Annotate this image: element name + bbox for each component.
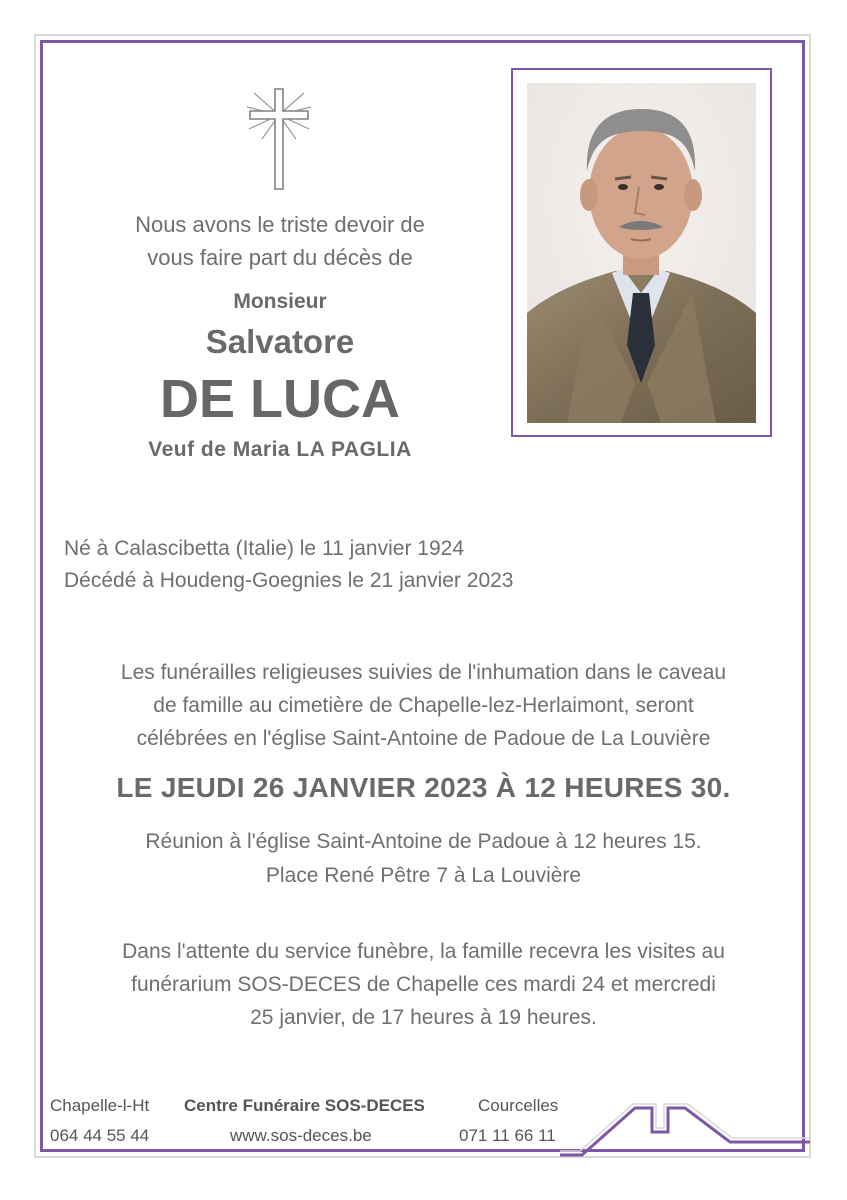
deceased-spouse: Veuf de Maria LA PAGLIA — [148, 438, 412, 461]
visits-line-3: 25 janvier, de 17 heures à 19 heures. — [250, 1006, 597, 1029]
intro-line-2: vous faire part du décès de — [147, 245, 413, 270]
deceased-title: Monsieur — [233, 290, 327, 313]
footer-right-phone: 071 11 66 11 — [459, 1126, 556, 1145]
deceased-last-name: DE LUCA — [160, 369, 400, 429]
intro-line-1: Nous avons le triste devoir de — [135, 212, 425, 237]
meeting-line-2: Place René Pêtre 7 à La Louvière — [265, 864, 582, 887]
visits-info — [50, 935, 797, 1034]
meeting-info — [50, 825, 797, 893]
footer-right-city: Courcelles — [478, 1096, 559, 1115]
portrait-photo — [527, 83, 756, 423]
death-line: Décédé à Houdeng-Goegnies le 21 janvier 2023 — [64, 569, 514, 592]
footer-decoration-icon — [560, 1100, 810, 1160]
ceremony-date: LE JEUDI 26 JANVIER 2023 À 12 HEURES 30. — [116, 772, 731, 803]
visits-line-2: funérarium SOS-DECES de Chapelle ces mardi 24 et mercredi — [131, 973, 716, 996]
footer-website-link[interactable]: www.sos-deces.be — [230, 1126, 372, 1145]
visits-line-1: Dans l'attente du service funèbre, la famille recevra les visites au — [122, 940, 725, 963]
cross-icon — [242, 85, 316, 191]
funeral-line-1: Les funérailles religieuses suivies de l'inhumation dans le caveau — [120, 661, 727, 684]
funeral-line-2: de famille au cimetière de Chapelle-lez-Herlaimont, seront — [153, 694, 694, 717]
footer-left-phone: 064 44 55 44 — [50, 1126, 150, 1145]
photo-frame — [511, 68, 772, 437]
funeral-info — [50, 656, 797, 755]
funeral-line-3: célébrées en l'église Saint-Antoine de Padoue de La Louvière — [136, 727, 711, 750]
birth-death-info — [64, 533, 784, 597]
intro-text — [80, 208, 480, 274]
footer-company-name: Centre Funéraire SOS-DECES — [184, 1096, 425, 1115]
deceased-first-name: Salvatore — [205, 323, 355, 360]
meeting-line-1: Réunion à l'église Saint-Antoine de Padoue à 12 heures 15. — [145, 830, 702, 853]
footer-left-city: Chapelle-l-Ht — [50, 1096, 150, 1115]
birth-line: Né à Calascibetta (Italie) le 11 janvier 1924 — [64, 537, 464, 560]
